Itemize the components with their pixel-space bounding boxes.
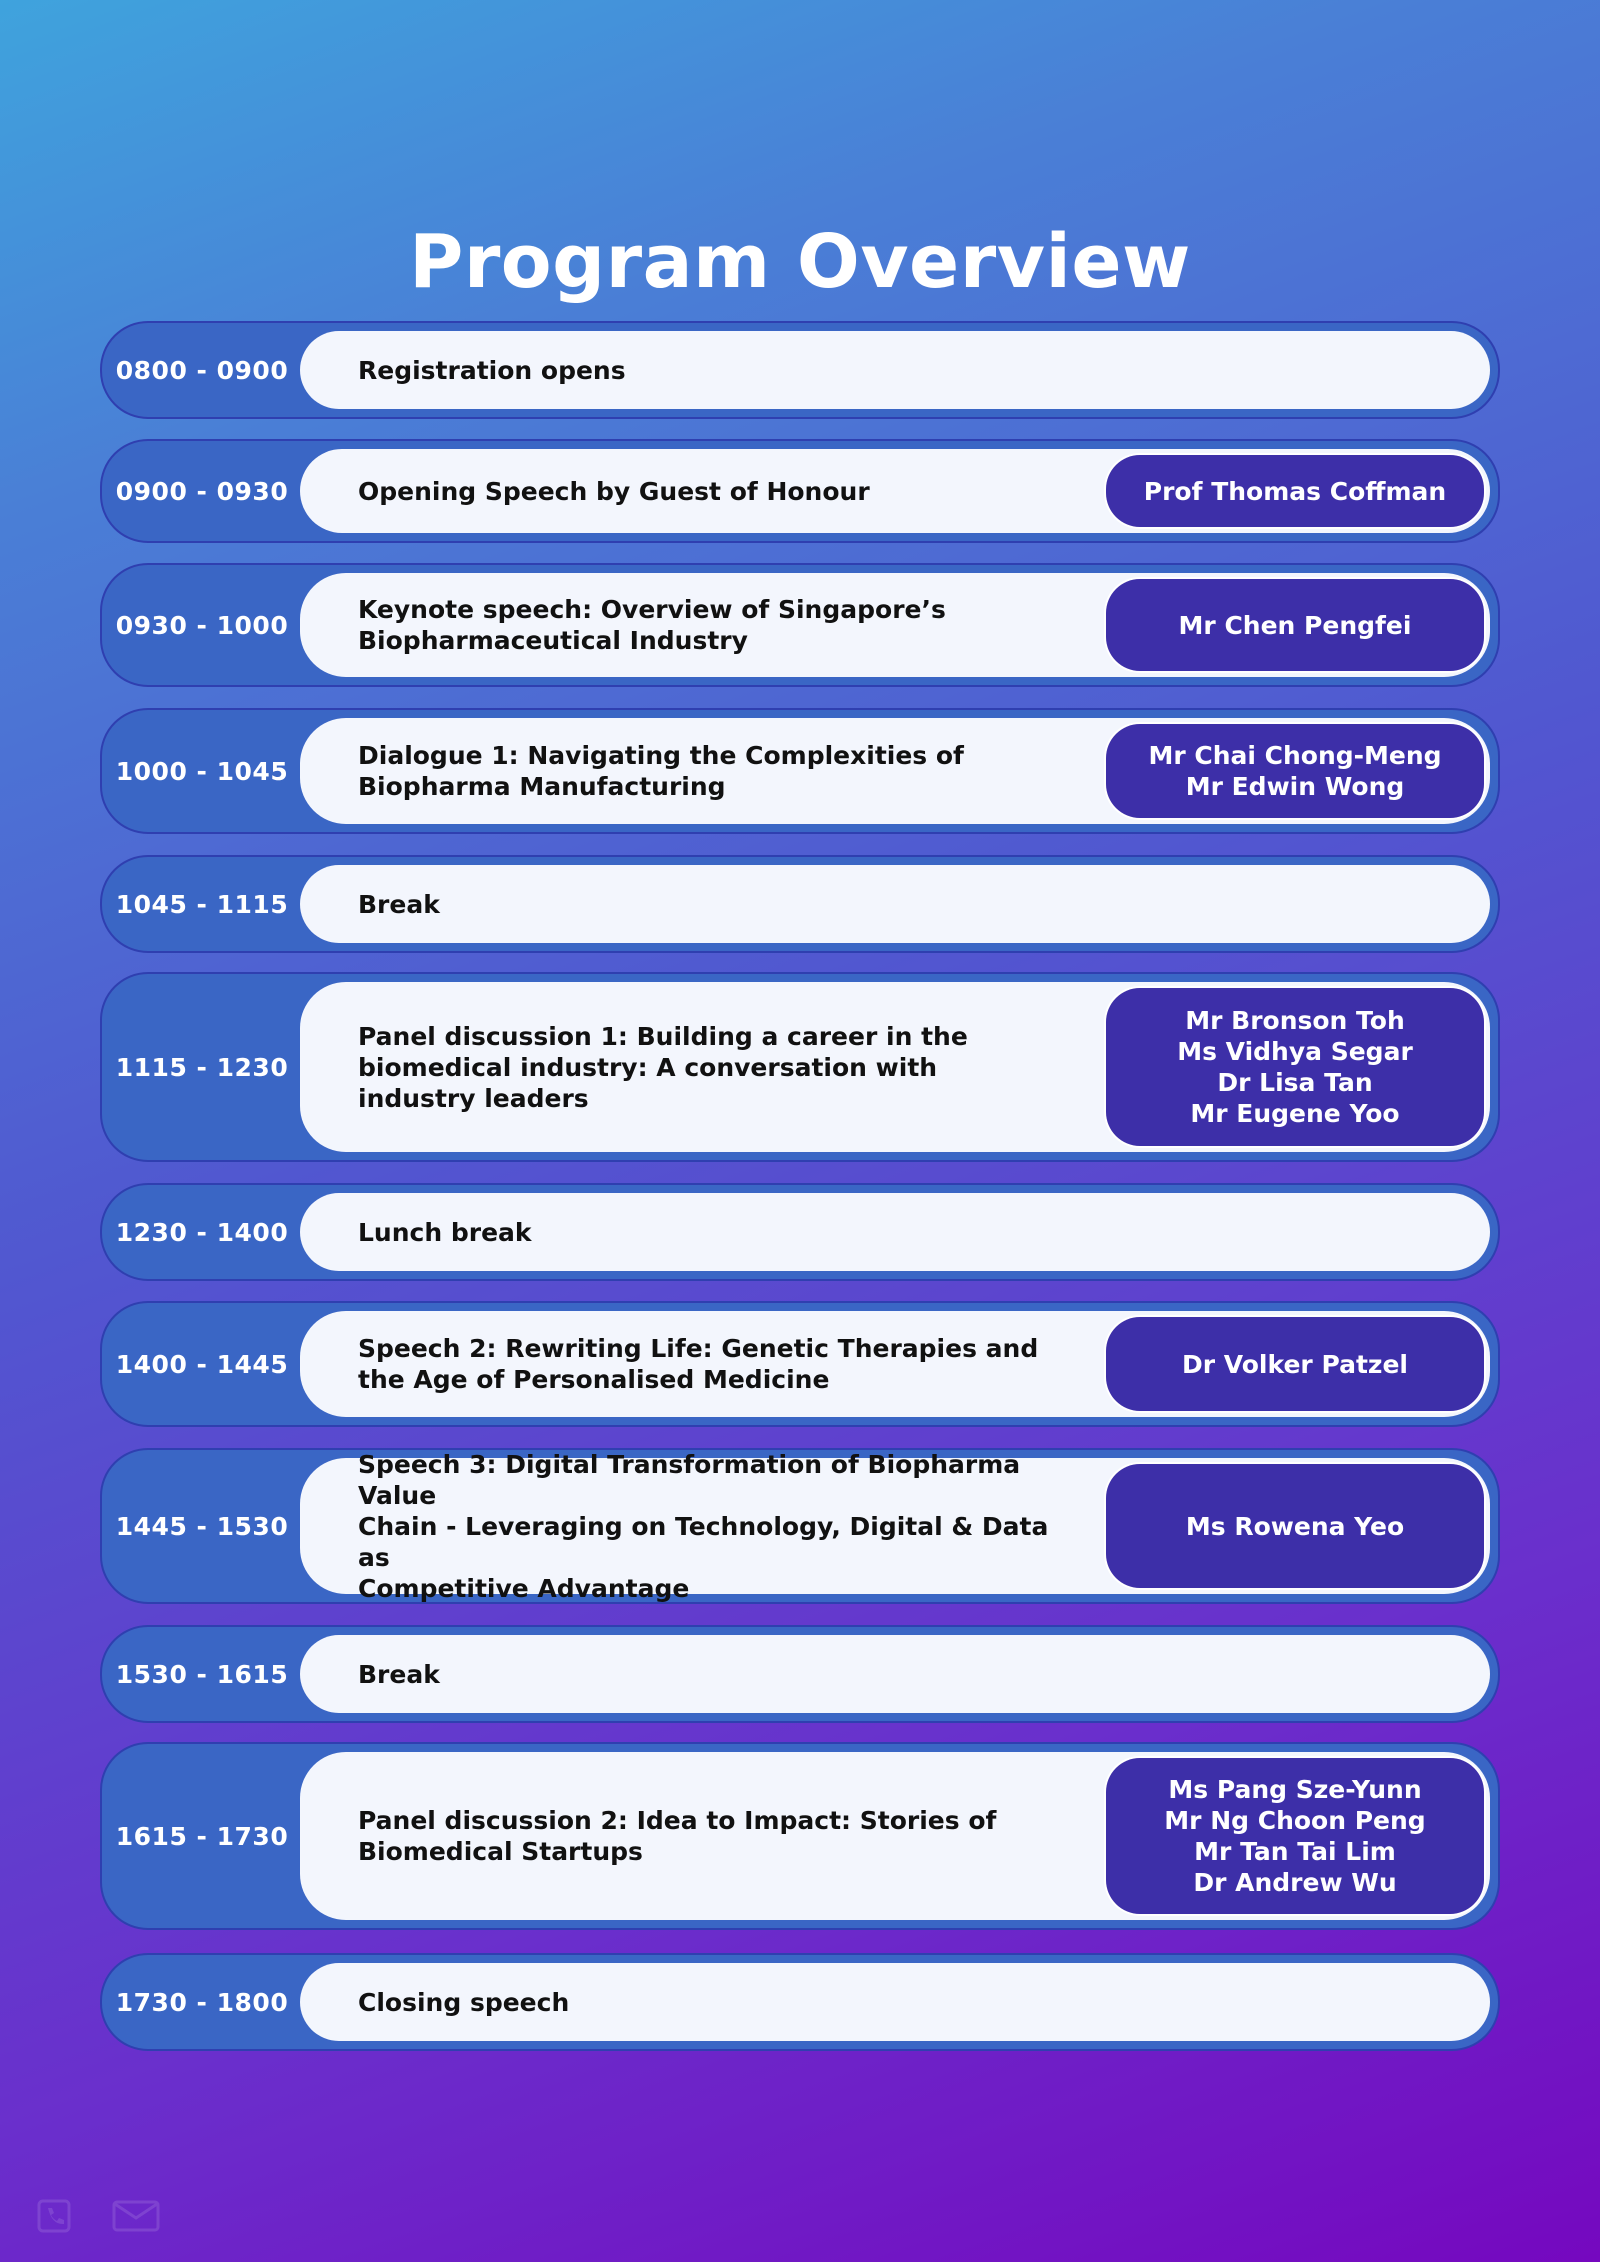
time-slot: 1445 - 1530: [115, 1511, 289, 1541]
session-title: Closing speech: [358, 1987, 570, 2017]
session-card: [300, 1311, 1490, 1417]
session-title: Break: [358, 889, 440, 919]
footer-mail: [112, 2198, 160, 2234]
speaker-badge: Mr Chai Chong-Meng Mr Edwin Wong: [1106, 724, 1484, 818]
schedule-row: [100, 321, 1500, 419]
time-slot: 1115 - 1230: [115, 1052, 289, 1082]
session-title: Panel discussion 2: Idea to Impact: Stories of Biomedical Startups: [358, 1806, 997, 1866]
session-card: [300, 982, 1490, 1152]
speaker-badge: Ms Rowena Yeo: [1106, 1464, 1484, 1588]
schedule-row: [100, 1625, 1500, 1723]
time-slot: 1530 - 1615: [115, 1659, 289, 1689]
session-card: [300, 449, 1490, 533]
session-title: Opening Speech by Guest of Honour: [358, 476, 870, 506]
time-slot: 0900 - 0930: [115, 476, 289, 506]
session-card: [300, 1635, 1490, 1713]
session-card: [300, 1963, 1490, 2041]
schedule-row: [100, 1301, 1500, 1427]
schedule-row: [100, 972, 1500, 1162]
speaker-badge: Ms Pang Sze-Yunn Mr Ng Choon Peng Mr Tan Tai Lim Dr Andrew Wu: [1106, 1758, 1484, 1914]
schedule-row: [100, 1742, 1500, 1930]
schedule-row: [100, 1953, 1500, 2051]
session-title: Speech 3: Digital Transformation of Biopharma Value Chain - Leveraging on Technology, Digital & Data as Competitive Advantage: [358, 1449, 1049, 1603]
schedule-row: [100, 1448, 1500, 1604]
speaker-badge: Dr Volker Patzel: [1106, 1317, 1484, 1411]
session-title: Dialogue 1: Navigating the Complexities of Biopharma Manufacturing: [358, 741, 964, 801]
schedule-row: [100, 708, 1500, 834]
session-card: [300, 1193, 1490, 1271]
session-card: [300, 865, 1490, 943]
speaker-badge: Prof Thomas Coffman: [1106, 455, 1484, 527]
schedule-row: [100, 563, 1500, 687]
session-title: Registration opens: [358, 355, 626, 385]
session-title: Lunch break: [358, 1217, 532, 1247]
footer-phone: [36, 2198, 72, 2234]
session-card: [300, 718, 1490, 824]
time-slot: 1615 - 1730: [115, 1821, 289, 1851]
phone-icon: [36, 2198, 72, 2234]
session-title: Speech 2: Rewriting Life: Genetic Therapies and the Age of Personalised Medicine: [358, 1334, 1039, 1394]
footer: [36, 2196, 160, 2236]
session-card: [300, 1752, 1490, 1920]
session-title: Break: [358, 1659, 440, 1689]
session-title: Panel discussion 1: Building a career in the biomedical industry: A conversation with industry leaders: [358, 1021, 968, 1113]
time-slot: 0930 - 1000: [115, 610, 289, 640]
time-slot: 1230 - 1400: [115, 1217, 289, 1247]
page-title: Program Overview: [409, 219, 1191, 305]
time-slot: 1730 - 1800: [115, 1987, 289, 2017]
session-card: [300, 331, 1490, 409]
schedule-row: [100, 439, 1500, 543]
session-title: Keynote speech: Overview of Singapore’s Biopharmaceutical Industry: [358, 595, 946, 655]
time-slot: 1400 - 1445: [115, 1349, 289, 1379]
mail-icon: [112, 2198, 160, 2234]
speaker-badge: Mr Bronson Toh Ms Vidhya Segar Dr Lisa Tan Mr Eugene Yoo: [1106, 988, 1484, 1146]
session-card: [300, 573, 1490, 677]
time-slot: 1000 - 1045: [115, 756, 289, 786]
session-card: [300, 1449, 1490, 1603]
schedule-row: [100, 1183, 1500, 1281]
time-slot: 0800 - 0900: [115, 355, 289, 385]
time-slot: 1045 - 1115: [115, 889, 289, 919]
speaker-badge: Mr Chen Pengfei: [1106, 579, 1484, 671]
schedule-row: [100, 855, 1500, 953]
